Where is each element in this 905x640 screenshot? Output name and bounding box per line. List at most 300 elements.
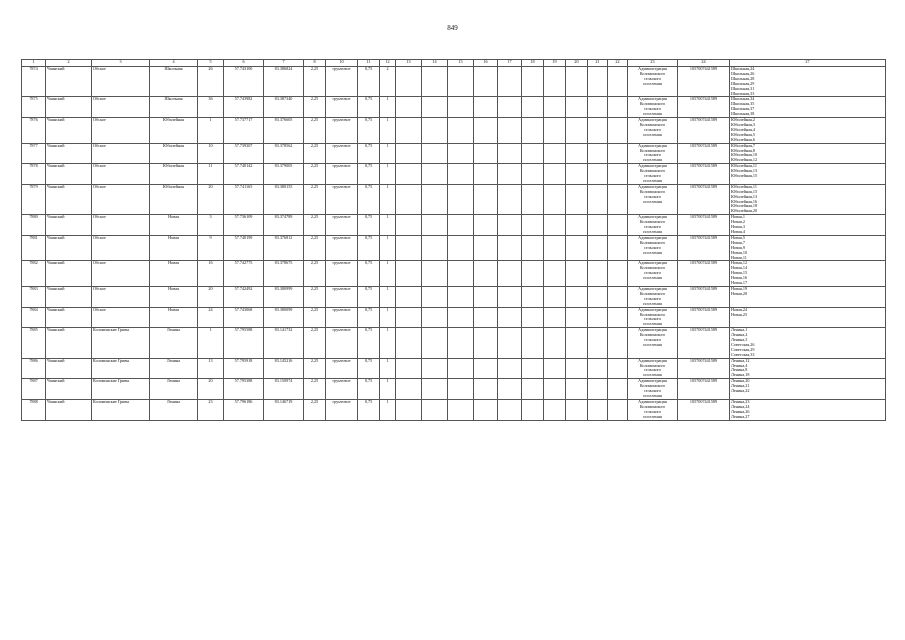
- cell-addresses: Новая,19 Новая,20: [730, 286, 886, 307]
- cell-empty: [474, 97, 498, 118]
- cell-count: 1: [380, 97, 396, 118]
- cell-lon: 83.376812: [264, 235, 304, 261]
- cell-count: 1: [380, 358, 396, 379]
- cell-lat: 57.743068: [224, 307, 264, 328]
- cell-surface: грунтовое: [326, 143, 358, 164]
- cell-owner: Администрация Коломинского сельского поселения: [628, 358, 678, 379]
- cell-empty: [396, 164, 422, 185]
- cell-lon: 83.386824: [264, 67, 304, 97]
- cell-settlement: Коломинские Гривы: [92, 358, 150, 379]
- cell-empty: [566, 143, 588, 164]
- cell-empty: [396, 143, 422, 164]
- cell-street: Юбилейная: [150, 184, 198, 214]
- cell-empty: [588, 307, 608, 328]
- cell-empty: [566, 358, 588, 379]
- cell-owner: Администрация Коломинского сельского поселения: [628, 261, 678, 287]
- cell-empty: [422, 399, 448, 420]
- cell-area: 2,25: [304, 215, 326, 236]
- cell-id: 7884: [22, 307, 46, 328]
- cell-empty: [608, 215, 628, 236]
- cell-settlement: Обское: [92, 67, 150, 97]
- cell-empty: [588, 215, 608, 236]
- cell-lon: 83.145216: [264, 358, 304, 379]
- cell-surface: грунтовое: [326, 307, 358, 328]
- cell-lat: 57.740199: [224, 235, 264, 261]
- cell-settlement: Обское: [92, 235, 150, 261]
- column-header: 23: [628, 60, 678, 67]
- cell-volume: 0,75: [358, 328, 380, 358]
- cell-settlement: Коломинские Гривы: [92, 379, 150, 400]
- cell-area: 2,25: [304, 184, 326, 214]
- cell-empty: [608, 399, 628, 420]
- cell-count: 1: [380, 307, 396, 328]
- cell-empty: [544, 143, 566, 164]
- cell-count: 2: [380, 67, 396, 97]
- cell-empty: [588, 184, 608, 214]
- cell-lat: 57.795388: [224, 379, 264, 400]
- cell-ogrn: 1057007441589: [678, 261, 730, 287]
- cell-surface: грунтовое: [326, 97, 358, 118]
- cell-empty: [522, 379, 544, 400]
- cell-empty: [474, 261, 498, 287]
- cell-empty: [498, 184, 522, 214]
- table-row: [22, 143, 886, 164]
- cell-empty: [396, 399, 422, 420]
- cell-empty: [422, 307, 448, 328]
- cell-volume: 0,75: [358, 399, 380, 420]
- cell-owner: Администрация Коломинского сельского поселения: [628, 286, 678, 307]
- column-header: 4: [150, 60, 198, 67]
- cell-lat: 57.796186: [224, 399, 264, 420]
- cell-owner: Администрация Коломинского сельского поселения: [628, 379, 678, 400]
- cell-empty: [544, 118, 566, 144]
- cell-empty: [544, 286, 566, 307]
- cell-house: 11: [198, 164, 224, 185]
- cell-volume: 0,75: [358, 379, 380, 400]
- cell-district: Чаинский: [46, 328, 92, 358]
- cell-lat: 57.739307: [224, 143, 264, 164]
- cell-empty: [544, 358, 566, 379]
- cell-empty: [396, 215, 422, 236]
- cell-count: 1: [380, 118, 396, 144]
- cell-addresses: Юбилейная,11 Юбилейная,13 Юбилейная,15: [730, 164, 886, 185]
- cell-empty: [522, 97, 544, 118]
- cell-ogrn: 1057007441589: [678, 143, 730, 164]
- cell-addresses: Ленина,20 Ленина,21 Ленина,22: [730, 379, 886, 400]
- cell-surface: грунтовое: [326, 67, 358, 97]
- cell-empty: [474, 399, 498, 420]
- cell-empty: [474, 235, 498, 261]
- cell-street: Школьная: [150, 67, 198, 97]
- cell-empty: [608, 358, 628, 379]
- cell-district: Чаинский: [46, 358, 92, 379]
- cell-street: Школьная: [150, 97, 198, 118]
- column-header: 13: [396, 60, 422, 67]
- cell-empty: [422, 286, 448, 307]
- column-header: 15: [448, 60, 474, 67]
- column-header: 8: [304, 60, 326, 67]
- cell-count: 1: [380, 286, 396, 307]
- cell-addresses: Ленина,1 Ленина,2 Ленина,3 Советская,26 Советская,29 Советская,33: [730, 328, 886, 358]
- cell-empty: [608, 261, 628, 287]
- table-row: [22, 399, 886, 420]
- cell-empty: [474, 118, 498, 144]
- cell-surface: грунтовое: [326, 328, 358, 358]
- cell-empty: [396, 358, 422, 379]
- cell-house: 26: [198, 67, 224, 97]
- cell-owner: Администрация Коломинского сельского поселения: [628, 328, 678, 358]
- cell-empty: [544, 215, 566, 236]
- table-row: [22, 97, 886, 118]
- cell-area: 2,25: [304, 286, 326, 307]
- cell-empty: [498, 328, 522, 358]
- cell-area: 2,25: [304, 261, 326, 287]
- cell-empty: [474, 307, 498, 328]
- cell-house: 23: [198, 399, 224, 420]
- cell-id: 7875: [22, 97, 46, 118]
- cell-empty: [498, 286, 522, 307]
- cell-empty: [448, 379, 474, 400]
- cell-empty: [566, 164, 588, 185]
- cell-surface: грунтовое: [326, 118, 358, 144]
- cell-settlement: Коломинские Гривы: [92, 328, 150, 358]
- cell-settlement: Обское: [92, 118, 150, 144]
- cell-ogrn: 1057007441589: [678, 97, 730, 118]
- cell-empty: [588, 67, 608, 97]
- cell-empty: [448, 286, 474, 307]
- cell-lon: 83.146719: [264, 399, 304, 420]
- cell-id: 7887: [22, 379, 46, 400]
- table-row: [22, 358, 886, 379]
- cell-empty: [448, 118, 474, 144]
- cell-id: 7881: [22, 235, 46, 261]
- cell-surface: грунтовое: [326, 358, 358, 379]
- cell-surface: грунтовое: [326, 215, 358, 236]
- cell-empty: [474, 358, 498, 379]
- cell-district: Чаинский: [46, 399, 92, 420]
- cell-count: 1: [380, 399, 396, 420]
- cell-empty: [544, 379, 566, 400]
- column-header: 2: [46, 60, 92, 67]
- cell-street: Новая: [150, 261, 198, 287]
- cell-empty: [588, 399, 608, 420]
- cell-street: Ленина: [150, 379, 198, 400]
- cell-id: 7883: [22, 286, 46, 307]
- cell-empty: [498, 307, 522, 328]
- cell-lat: 57.743982: [224, 97, 264, 118]
- cell-id: 7874: [22, 67, 46, 97]
- cell-area: 2,25: [304, 97, 326, 118]
- cell-empty: [566, 118, 588, 144]
- cell-house: 1: [198, 118, 224, 144]
- cell-empty: [396, 328, 422, 358]
- cell-house: 20: [198, 184, 224, 214]
- cell-empty: [608, 97, 628, 118]
- cell-lon: 83.378675: [264, 261, 304, 287]
- cell-area: 2,25: [304, 307, 326, 328]
- cell-count: 1: [380, 235, 396, 261]
- cell-lat: 57.742775: [224, 261, 264, 287]
- cell-empty: [544, 164, 566, 185]
- cell-empty: [522, 235, 544, 261]
- cell-settlement: Обское: [92, 286, 150, 307]
- cell-district: Чаинский: [46, 286, 92, 307]
- cell-empty: [588, 143, 608, 164]
- cell-empty: [422, 97, 448, 118]
- table-row: [22, 67, 886, 97]
- cell-lat: 57.740142: [224, 164, 264, 185]
- cell-empty: [522, 358, 544, 379]
- column-header: 10: [326, 60, 358, 67]
- cell-empty: [566, 97, 588, 118]
- cell-settlement: Обское: [92, 143, 150, 164]
- cell-house: 20: [198, 286, 224, 307]
- cell-ogrn: 1057007441589: [678, 184, 730, 214]
- column-header: 11: [358, 60, 380, 67]
- cell-empty: [422, 358, 448, 379]
- cell-street: Новая: [150, 215, 198, 236]
- cell-street: Ленина: [150, 399, 198, 420]
- cell-empty: [566, 184, 588, 214]
- cell-empty: [448, 261, 474, 287]
- cell-empty: [422, 215, 448, 236]
- cell-empty: [522, 164, 544, 185]
- cell-house: 10: [198, 143, 224, 164]
- cell-house: 36: [198, 97, 224, 118]
- cell-count: 1: [380, 184, 396, 214]
- cell-volume: 0,75: [358, 215, 380, 236]
- cell-empty: [396, 261, 422, 287]
- page-number: 849: [447, 24, 458, 32]
- cell-area: 2,25: [304, 379, 326, 400]
- cell-lat: 57.743100: [224, 67, 264, 97]
- cell-area: 2,25: [304, 118, 326, 144]
- cell-empty: [448, 97, 474, 118]
- cell-empty: [608, 143, 628, 164]
- cell-empty: [498, 97, 522, 118]
- cell-empty: [522, 328, 544, 358]
- cell-empty: [522, 307, 544, 328]
- cell-empty: [396, 97, 422, 118]
- cell-lat: 57.795588: [224, 328, 264, 358]
- cell-lon: 83.380999: [264, 286, 304, 307]
- table-header-row: [22, 60, 886, 67]
- cell-addresses: Юбилейная,7 Юбилейная,8 Юбилейная,10 Юбилейная,12: [730, 143, 886, 164]
- cell-empty: [608, 184, 628, 214]
- cell-lon: 83.150974: [264, 379, 304, 400]
- cell-addresses: Ленина,12 Ленина,4 Ленина,8 Ленина,18: [730, 358, 886, 379]
- cell-empty: [588, 286, 608, 307]
- cell-owner: Администрация Коломинского сельского поселения: [628, 143, 678, 164]
- column-header: 19: [544, 60, 566, 67]
- cell-house: 1: [198, 328, 224, 358]
- cell-empty: [566, 67, 588, 97]
- cell-count: 1: [380, 143, 396, 164]
- cell-empty: [448, 328, 474, 358]
- cell-volume: 0,75: [358, 97, 380, 118]
- cell-empty: [522, 261, 544, 287]
- cell-empty: [588, 379, 608, 400]
- data-table: [21, 59, 886, 421]
- cell-surface: грунтовое: [326, 261, 358, 287]
- cell-addresses: Школьная,34 Школьная,35 Школьная,37 Школьная,38: [730, 97, 886, 118]
- cell-id: 7888: [22, 399, 46, 420]
- cell-ogrn: 1057007441589: [678, 328, 730, 358]
- column-header: 14: [422, 60, 448, 67]
- table-row: [22, 307, 886, 328]
- cell-empty: [566, 328, 588, 358]
- table-row: [22, 184, 886, 214]
- cell-street: Ленина: [150, 328, 198, 358]
- cell-ogrn: 1057007441589: [678, 399, 730, 420]
- column-header: 18: [522, 60, 544, 67]
- cell-empty: [588, 261, 608, 287]
- cell-empty: [498, 67, 522, 97]
- cell-district: Чаинский: [46, 118, 92, 144]
- cell-lat: 57.741165: [224, 184, 264, 214]
- cell-empty: [522, 215, 544, 236]
- column-header: 1: [22, 60, 46, 67]
- cell-empty: [448, 164, 474, 185]
- cell-addresses: Новая,1 Новая,2 Новая,3 Новая,4: [730, 215, 886, 236]
- cell-area: 2,25: [304, 399, 326, 420]
- cell-empty: [422, 379, 448, 400]
- cell-id: 7886: [22, 358, 46, 379]
- cell-district: Чаинский: [46, 67, 92, 97]
- cell-empty: [608, 307, 628, 328]
- cell-addresses: Новая,5 Новая,7 Новая,9 Новая,10 Новая,11: [730, 235, 886, 261]
- cell-empty: [498, 235, 522, 261]
- cell-empty: [566, 261, 588, 287]
- cell-area: 2,25: [304, 164, 326, 185]
- cell-settlement: Коломинские Гривы: [92, 399, 150, 420]
- cell-volume: 0,75: [358, 286, 380, 307]
- cell-house: 13: [198, 358, 224, 379]
- cell-owner: Администрация Коломинского сельского поселения: [628, 235, 678, 261]
- cell-lat: 57.742492: [224, 286, 264, 307]
- cell-empty: [396, 67, 422, 97]
- cell-empty: [474, 328, 498, 358]
- cell-addresses: Новая,12 Новая,14 Новая,15 Новая,16 Новая,17: [730, 261, 886, 287]
- cell-empty: [422, 261, 448, 287]
- cell-empty: [588, 97, 608, 118]
- cell-empty: [608, 235, 628, 261]
- cell-house: 20: [198, 379, 224, 400]
- cell-settlement: Обское: [92, 307, 150, 328]
- cell-surface: грунтовое: [326, 399, 358, 420]
- cell-empty: [608, 379, 628, 400]
- cell-empty: [498, 358, 522, 379]
- cell-street: Юбилейная: [150, 143, 198, 164]
- cell-lat: 57.795918: [224, 358, 264, 379]
- cell-addresses: Школьная,24 Школьная,26 Школьная,28 Школьная,29 Школьная,31 Школьная,33: [730, 67, 886, 97]
- cell-district: Чаинский: [46, 97, 92, 118]
- column-header: 20: [566, 60, 588, 67]
- cell-empty: [396, 184, 422, 214]
- cell-empty: [474, 184, 498, 214]
- cell-ogrn: 1057007441589: [678, 215, 730, 236]
- cell-owner: Администрация Коломинского сельского поселения: [628, 164, 678, 185]
- cell-addresses: Юбилейная,2 Юбилейная,3 Юбилейная,4 Юбилейная,5 Юбилейная,6: [730, 118, 886, 144]
- cell-area: 2,25: [304, 235, 326, 261]
- cell-empty: [522, 184, 544, 214]
- cell-empty: [544, 307, 566, 328]
- cell-ogrn: 1057007441589: [678, 307, 730, 328]
- cell-street: Новая: [150, 286, 198, 307]
- cell-lon: 83.380155: [264, 184, 304, 214]
- cell-house: 9: [198, 235, 224, 261]
- cell-surface: грунтовое: [326, 286, 358, 307]
- cell-empty: [396, 307, 422, 328]
- column-header: 24: [678, 60, 730, 67]
- cell-empty: [448, 143, 474, 164]
- cell-owner: Администрация Коломинского сельского поселения: [628, 215, 678, 236]
- cell-empty: [566, 235, 588, 261]
- column-header: 22: [608, 60, 628, 67]
- cell-district: Чаинский: [46, 164, 92, 185]
- cell-lon: 83.376605: [264, 118, 304, 144]
- cell-addresses: Юбилейная,11 Юбилейная,15 Юбилейная,13 Юбилейная,16 Юбилейная,18 Юбилейная,20: [730, 184, 886, 214]
- cell-area: 2,25: [304, 143, 326, 164]
- cell-count: 1: [380, 261, 396, 287]
- cell-owner: Администрация Коломинского сельского поселения: [628, 399, 678, 420]
- cell-empty: [422, 328, 448, 358]
- cell-empty: [522, 67, 544, 97]
- cell-ogrn: 1057007441589: [678, 379, 730, 400]
- cell-district: Чаинский: [46, 307, 92, 328]
- cell-addresses: Ленина,23 Ленина,24 Ленина,26 Ленина,27: [730, 399, 886, 420]
- column-header: 7: [264, 60, 304, 67]
- cell-volume: 0,75: [358, 261, 380, 287]
- cell-count: 1: [380, 379, 396, 400]
- table-row: [22, 118, 886, 144]
- cell-empty: [498, 143, 522, 164]
- cell-empty: [498, 399, 522, 420]
- cell-street: Ленина: [150, 358, 198, 379]
- table-row: [22, 215, 886, 236]
- cell-ogrn: 1057007441589: [678, 286, 730, 307]
- cell-owner: Администрация Коломинского сельского поселения: [628, 118, 678, 144]
- cell-ogrn: 1057007441589: [678, 235, 730, 261]
- cell-area: 2,25: [304, 67, 326, 97]
- cell-district: Чаинский: [46, 235, 92, 261]
- cell-empty: [396, 235, 422, 261]
- cell-volume: 0,75: [358, 307, 380, 328]
- cell-empty: [474, 286, 498, 307]
- cell-empty: [566, 379, 588, 400]
- cell-count: 1: [380, 215, 396, 236]
- cell-id: 7885: [22, 328, 46, 358]
- column-header: 6: [224, 60, 264, 67]
- cell-empty: [498, 379, 522, 400]
- cell-empty: [396, 286, 422, 307]
- cell-empty: [474, 67, 498, 97]
- cell-id: 7880: [22, 215, 46, 236]
- cell-empty: [608, 164, 628, 185]
- cell-surface: грунтовое: [326, 379, 358, 400]
- cell-volume: 0,75: [358, 67, 380, 97]
- table-row: [22, 164, 886, 185]
- cell-empty: [522, 143, 544, 164]
- cell-id: 7882: [22, 261, 46, 287]
- cell-district: Чаинский: [46, 215, 92, 236]
- cell-empty: [588, 235, 608, 261]
- cell-volume: 0,75: [358, 358, 380, 379]
- cell-count: 1: [380, 164, 396, 185]
- cell-lon: 83.374789: [264, 215, 304, 236]
- cell-district: Чаинский: [46, 143, 92, 164]
- cell-empty: [422, 118, 448, 144]
